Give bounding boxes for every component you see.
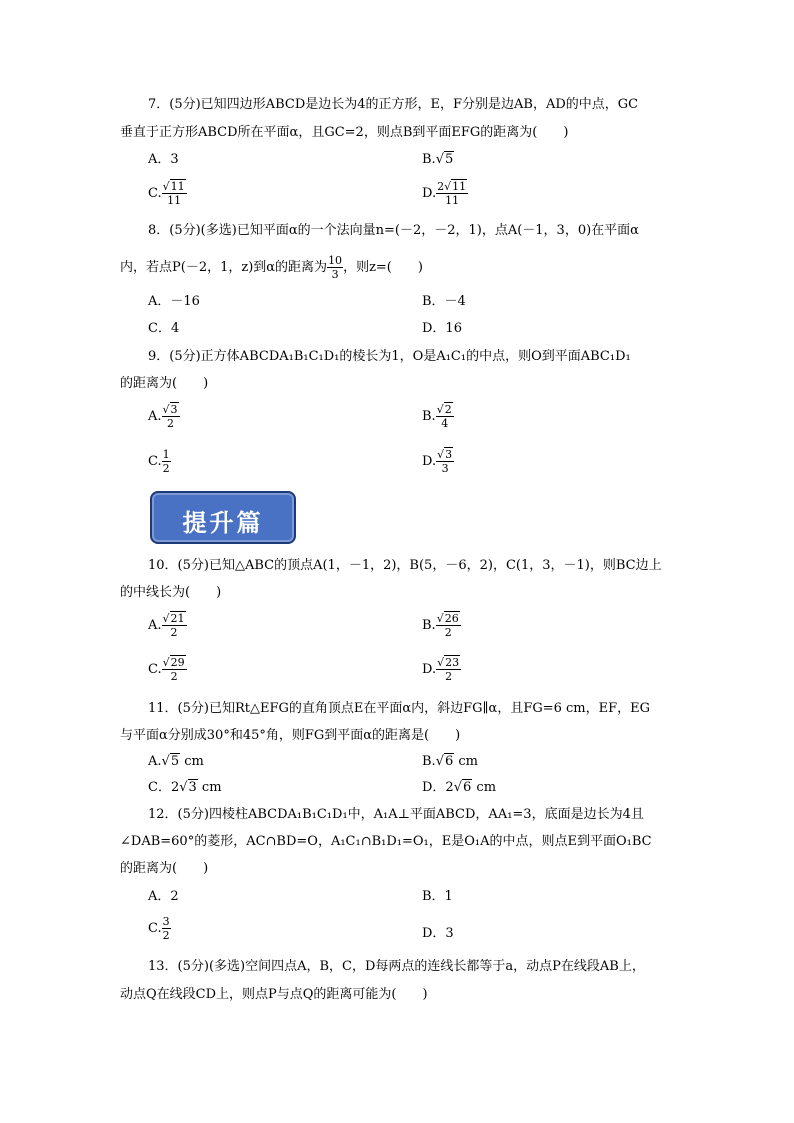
q9-option-d: D. $\frac{√3}{3}$ [422,448,453,475]
q9-line1: 9．(5分)正方体ABCDA₁B₁C₁D₁的棱长为1，O是A₁C₁的中点，则O到平面ABC₁D₁ [148,349,631,364]
q11-option-d: D．2√6 cm [422,780,497,795]
q10-option-a: A. $\frac{√21}{2}$ [148,612,185,639]
q12-line3: 的距离为( ) [120,861,209,876]
q11-line2: 与平面α分别成30°和45°角，则FG到平面α的距离是( ) [120,728,461,743]
q12-option-d: D．3 [422,926,454,941]
q7-option-c: C. $\frac{√11}{11}$ [148,180,185,207]
q12-option-c: C. $\frac{3}{2}$ [148,915,170,942]
q11-option-c: C．2√3 cm [148,780,222,795]
q12-option-b: B．1 [422,889,453,904]
q8-option-b: B．－4 [422,294,466,309]
q9-option-b: B. $\frac{√2}{4}$ [422,403,452,430]
q11-option-a: A.√5 cm [148,754,204,769]
q10-option-c: C. $\frac{√29}{2}$ [148,656,185,683]
q13-line2: 动点Q在线段CD上，则点P与点Q的距离可能为( ) [120,987,428,1002]
q12-line1: 12．(5分)四棱柱ABCDA₁B₁C₁D₁中，A₁A⊥平面ABCD，AA₁=3，底面是边长为4且 [148,807,644,822]
q12-line2: ∠DAB=60°的菱形，AC∩BD=O，A₁C₁∩B₁D₁=O₁，E是O₁A的中点，则点E到平面O₁BC [120,834,652,849]
q10-option-d: D. $\frac{√23}{2}$ [422,656,460,683]
q9-option-a: A. $\frac{√3}{2}$ [148,403,178,430]
q7-option-d: D. $\frac{2√11}{11}$ [422,180,467,207]
q9-option-c: C. $\frac{1}{2}$ [148,448,170,475]
q8-option-c: C．4 [148,321,180,336]
q8-line2: 内，若点P(－2，1，z)到α的距离为 $\frac{10}{3}$ ，则z=( ) [120,254,423,281]
q7-option-b: B.√5 [422,152,454,167]
q12-option-a: A．2 [148,889,179,904]
q10-line2: 的中线长为( ) [120,585,222,600]
q7-line1: 7．(5分)已知四边形ABCD是边长为4的正方形，E，F分别是边AB，AD的中点，GC [148,97,639,112]
q11-option-b: B.√6 cm [422,754,479,769]
q13-line1: 13．(5分)(多选)空间四点A，B，C，D每两点的连线长都等于a，动点P在线段AB上， [148,959,645,974]
q10-option-b: B. $\frac{√26}{2}$ [422,612,459,639]
q8-option-d: D．16 [422,321,462,336]
q11-line1: 11．(5分)已知Rt△EFG的直角顶点E在平面α内，斜边FG∥α，且FG=6 cm，EF，EG [148,701,651,716]
q10-line1: 10．(5分)已知△ABC的顶点A(1，－1，2)，B(5，－6，2)，C(1，3，－1)，则BC边上 [148,558,662,573]
section-banner-label: 提升篇 [182,509,264,537]
q9-line2: 的距离为( ) [120,376,209,391]
q7-line2: 垂直于正方形ABCD所在平面α，且GC=2，则点B到平面EFG的距离为( ) [120,125,569,140]
q7-option-a: A．3 [148,152,179,167]
q8-line1: 8．(5分)(多选)已知平面α的一个法向量n=(－2，－2，1)，点A(－1，3，0)在平面α [148,223,639,238]
section-banner [150,491,296,544]
q8-option-a: A．－16 [148,294,200,309]
